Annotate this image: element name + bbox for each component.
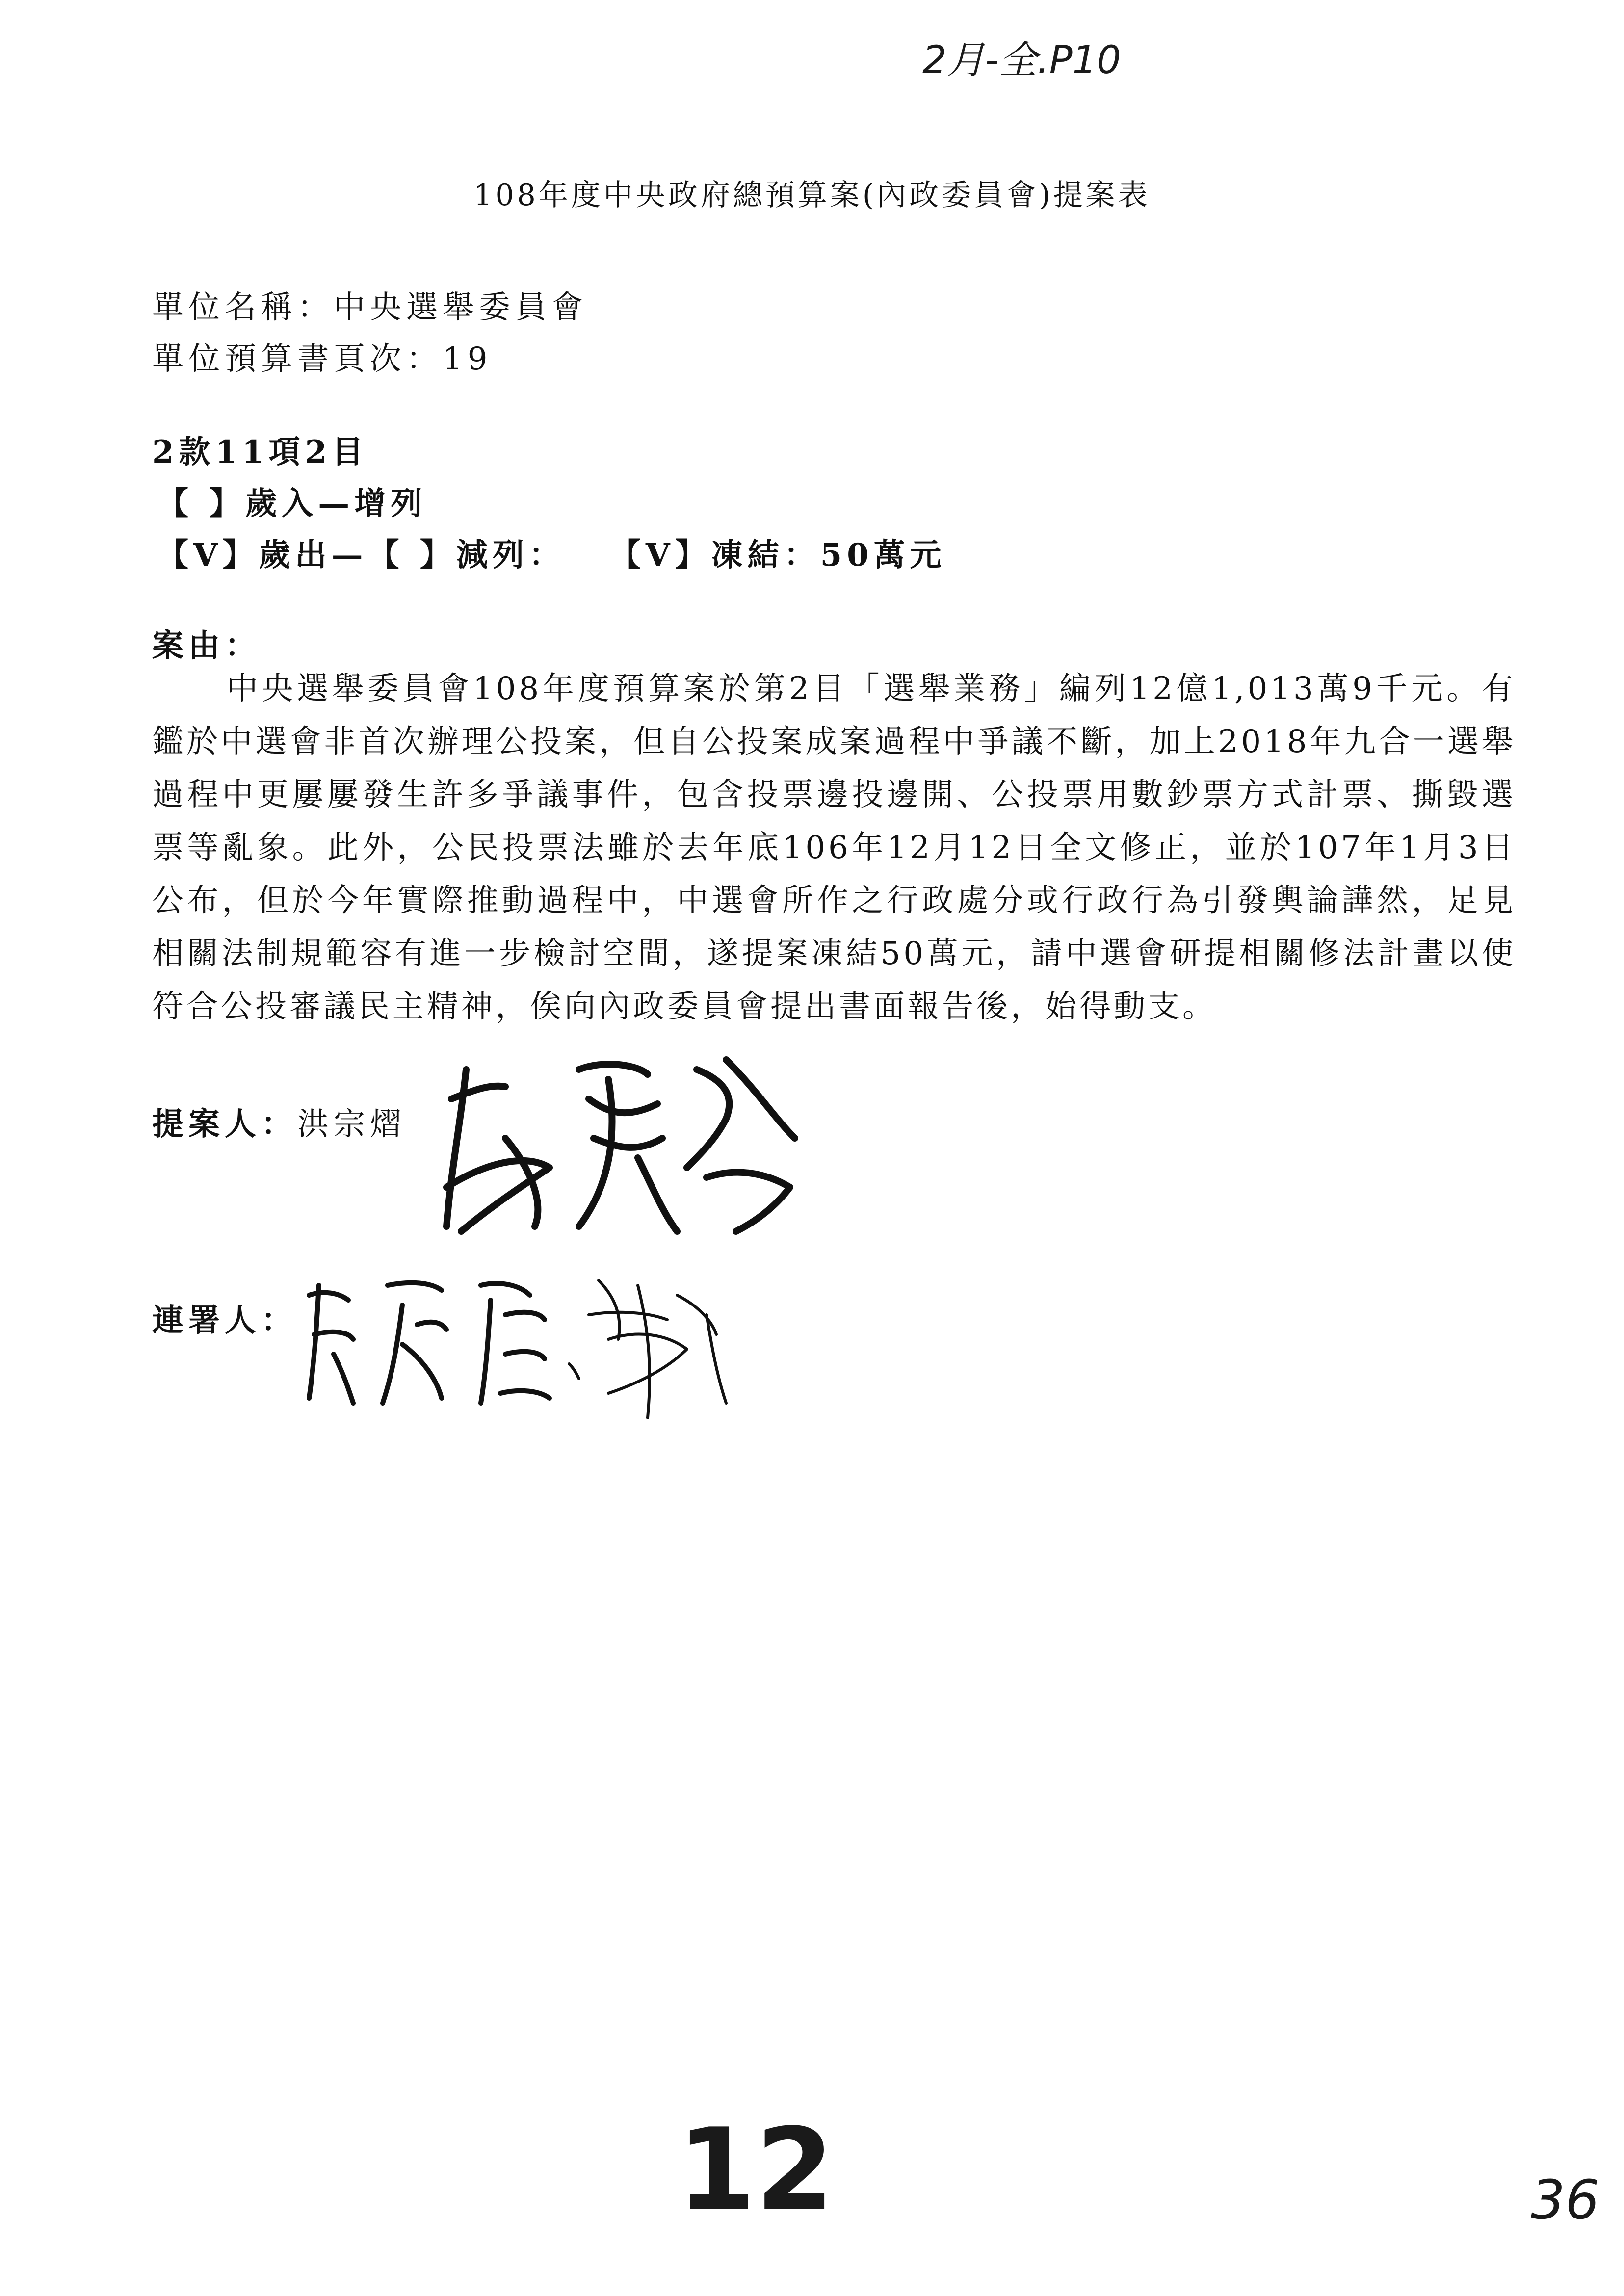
- expenditure-line: [157, 530, 946, 575]
- cosigner-signatures: [294, 1256, 785, 1423]
- proposer-label: 提案人：: [152, 1106, 297, 1143]
- document-title: 108年度中央政府總預算案(內政委員會)提案表: [473, 178, 1151, 212]
- reason-text: 中央選舉委員會108年度預算案於第2目「選舉業務」編列12億1,013萬9千元。有鑑於中選會非首次辦理公投案，但自公投案成案過程中爭議不斷，加上2018年九合一選舉過程中更屢屢發生許多爭議事件，包含投票邊投邊開、公投票用數鈔票方式計票、撕毀選票等亂象。此外，公民投票法雖於去年底106年12月12日全文修正，並於107年1月3日公布，但於今年實際推動過程中，中選會所作之行政處分或行政行為引發輿論譁然，足見相關法制規範容有進一步檢討空間，遂提案凍結50萬元，請中選會研提相關修法計畫以使符合公投審議民主精神，俟向內政委員會提出書面報告後，始得動支。: [152, 671, 1516, 1025]
- handwritten-annotation: 2月-全.P10: [922, 38, 1121, 82]
- expenditure-freeze: 【V】凍結：50萬元: [609, 537, 946, 574]
- unit-name-label: 單位名稱：: [152, 289, 334, 326]
- unit-name-row: [152, 282, 588, 327]
- handwritten-page-number: 12: [677, 2105, 835, 2236]
- cosigner-label: 連署人：: [152, 1302, 297, 1339]
- cosigner-row: [152, 1295, 297, 1340]
- budget-page-row: [152, 334, 492, 379]
- reason-body: [152, 662, 1516, 1033]
- unit-name-value: 中央選舉委員會: [334, 289, 588, 326]
- expenditure-reduce: 【V】歲出—【 】減列：: [157, 537, 565, 574]
- proposer-row: [152, 1099, 406, 1144]
- reason-heading: 案由：: [152, 627, 261, 664]
- budget-page-value: 19: [443, 341, 493, 377]
- revenue-line: 【 】歲入—增列: [157, 485, 427, 522]
- handwritten-sheet-number: 36: [1531, 2168, 1599, 2231]
- item-code: 2款11項2目: [152, 434, 368, 470]
- proposer-name: 洪宗熠: [297, 1106, 406, 1143]
- budget-page-label: 單位預算書頁次：: [152, 341, 443, 377]
- proposer-signature: [432, 1040, 814, 1246]
